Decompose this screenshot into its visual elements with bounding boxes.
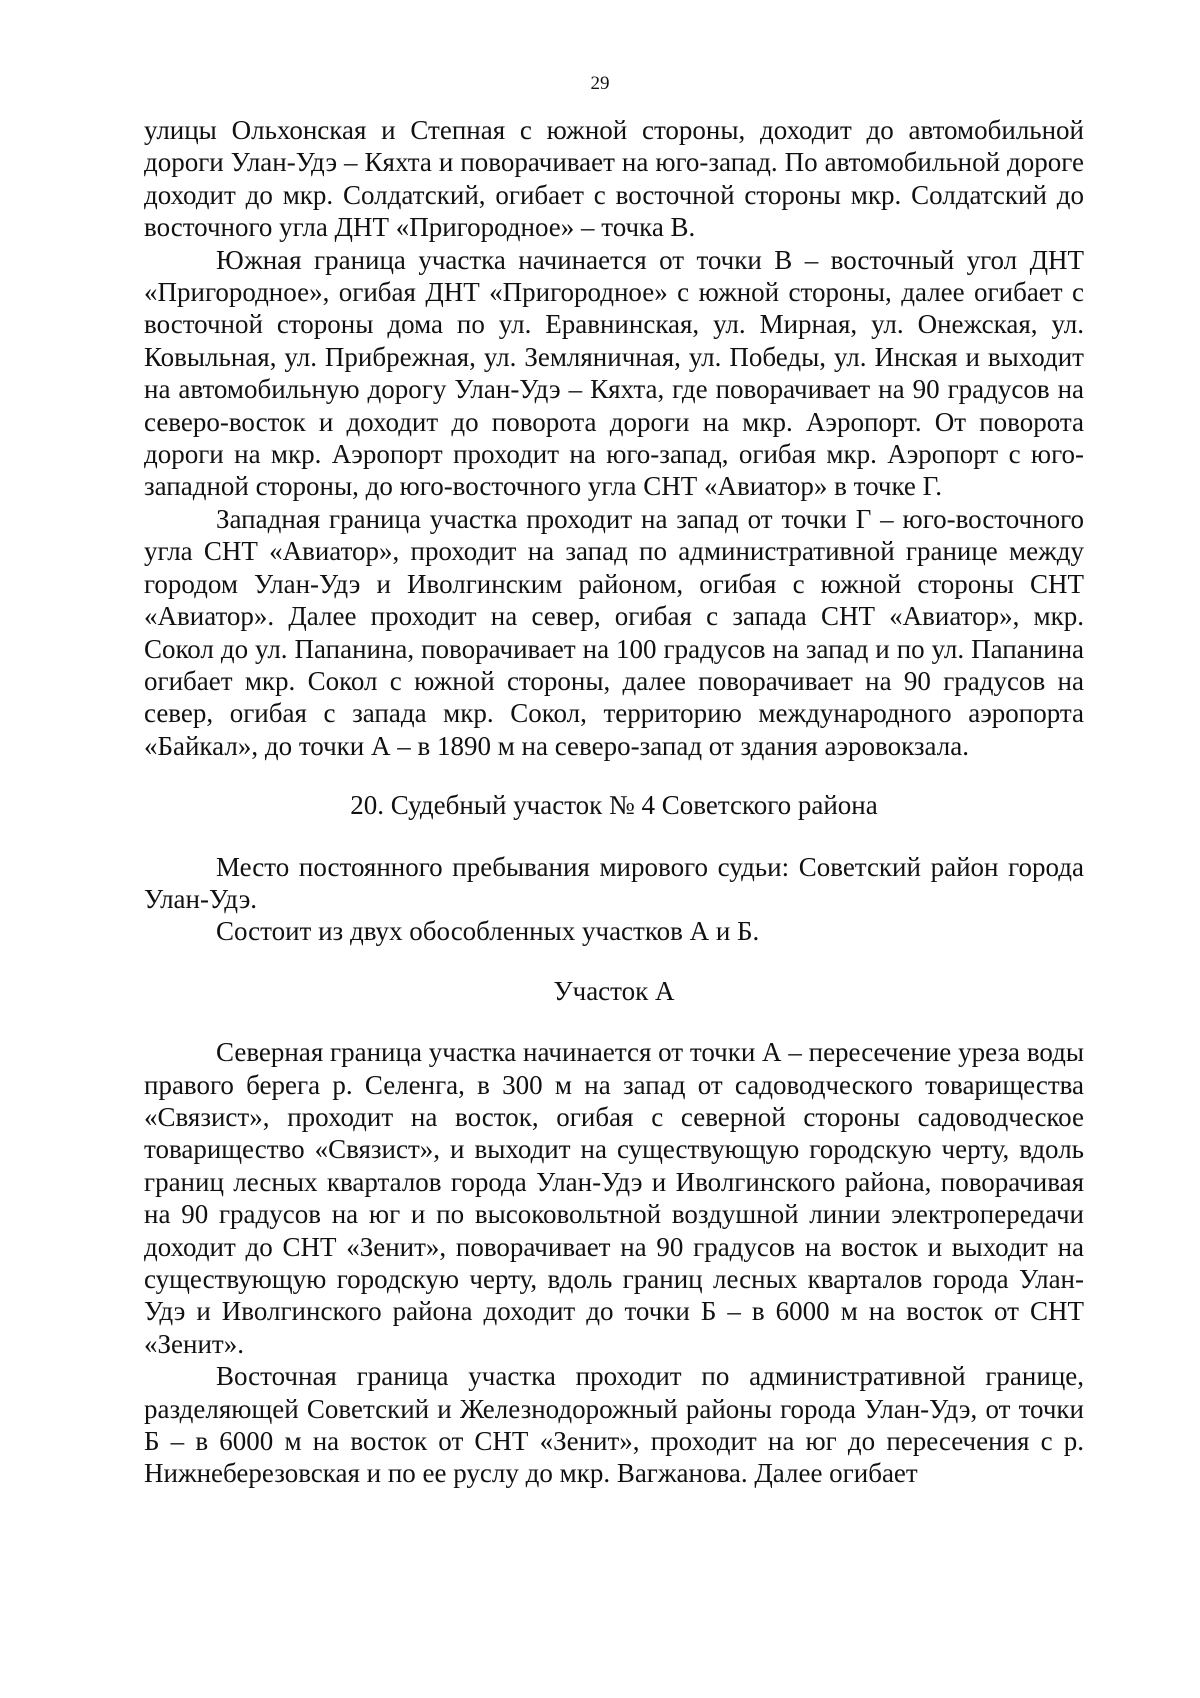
continuation-paragraph: улицы Ольхонская и Степная с южной стороны, доходит до автомобильной дороги Улан-Удэ – Кяхта и поворачивает на юго-запад. По автомобильной дороге доходит до мкр. Солдатский, огибает с восточной стороны мкр. Солдатский до восточного угла ДНТ «Пригородное» – точка В. [144,115,1084,243]
west-boundary-paragraph: Западная граница участка проходит на запад от точки Г – юго-восточного угла СНТ «Авиатор», проходит на запад по административной границе между городом Улан-Удэ и Иволгинским районом, огибая с южной стороны СНТ «Авиатор». Далее проходит на север, огибая с запада СНТ «Авиатор», мкр. Сокол до ул. Папанина, поворачивает на 100 градусов на запад и по ул. Папанина огибает мкр. Сокол с южной стороны, далее поворачивает на 90 градусов на север, огибая с запада мкр. Сокол, территорию международного аэропорта «Байкал», до точки А – в 1890 м на северо-запад от здания аэровокзала. [144,503,1084,761]
page-number: 29 [590,73,610,94]
residence-paragraph: Место постоянного пребывания мирового судьи: Советский район города Улан-Удэ. [144,851,1084,914]
south-boundary-paragraph: Южная граница участка начинается от точки В – восточный угол ДНТ «Пригородное», огибая ДНТ «Пригородное» с южной стороны, далее огибает с восточной стороны дома по ул. Еравнинская, ул. Мирная, ул. Онежская, ул. Ковыльная, ул. Прибрежная, ул. Земляничная, ул. Победы, ул. Инская и выходит на автомобильную дорогу Улан-Удэ – Кяхта, где поворачивает на 90 градусов на северо-восток и доходит до поворота дороги на мкр. Аэропорт. От поворота дороги на мкр. Аэропорт проходит на юго-запад, огибая мкр. Аэропорт с юго-западной стороны, до юго-восточного угла СНТ «Авиатор» в точке Г. [144,244,1084,502]
section-heading: 20. Судебный участок № 4 Советского района [350,790,878,821]
east-boundary-paragraph: Восточная граница участка проходит по административной границе, разделяющей Советский и Железнодорожный районы города Улан-Удэ, от точки Б – в 6000 м на восток от СНТ «Зенит», проходит на юг до пересечения с р. Нижнеберезовская и по ее руслу до мкр. Вагжанова. Далее огибает [144,1361,1084,1489]
north-boundary-paragraph: Северная граница участка начинается от точки А – пересечение уреза воды правого берега р. Селенга, в 300 м на запад от садоводческого товарищества «Связист», проходит на восток, огибая с северной стороны садоводческое товарищество «Связист», и выходит на существующую городскую черту, вдоль границ лесных кварталов города Улан-Удэ и Иволгинского района, поворачивая на 90 градусов на юг и по высоковольтной воздушной линии электропередачи доходит до СНТ «Зенит», поворачивает на 90 градусов на восток и выходит на существующую городскую черту, вдоль границ лесных кварталов города Улан-Удэ и Иволгинского района доходит до точки Б – в 6000 м на восток от СНТ «Зенит». [144,1037,1084,1359]
document-body [144,114,1084,1490]
subsection-heading: Участок А [553,975,675,1006]
composition-paragraph: Состоит из двух обособленных участков А и Б. [216,916,760,947]
